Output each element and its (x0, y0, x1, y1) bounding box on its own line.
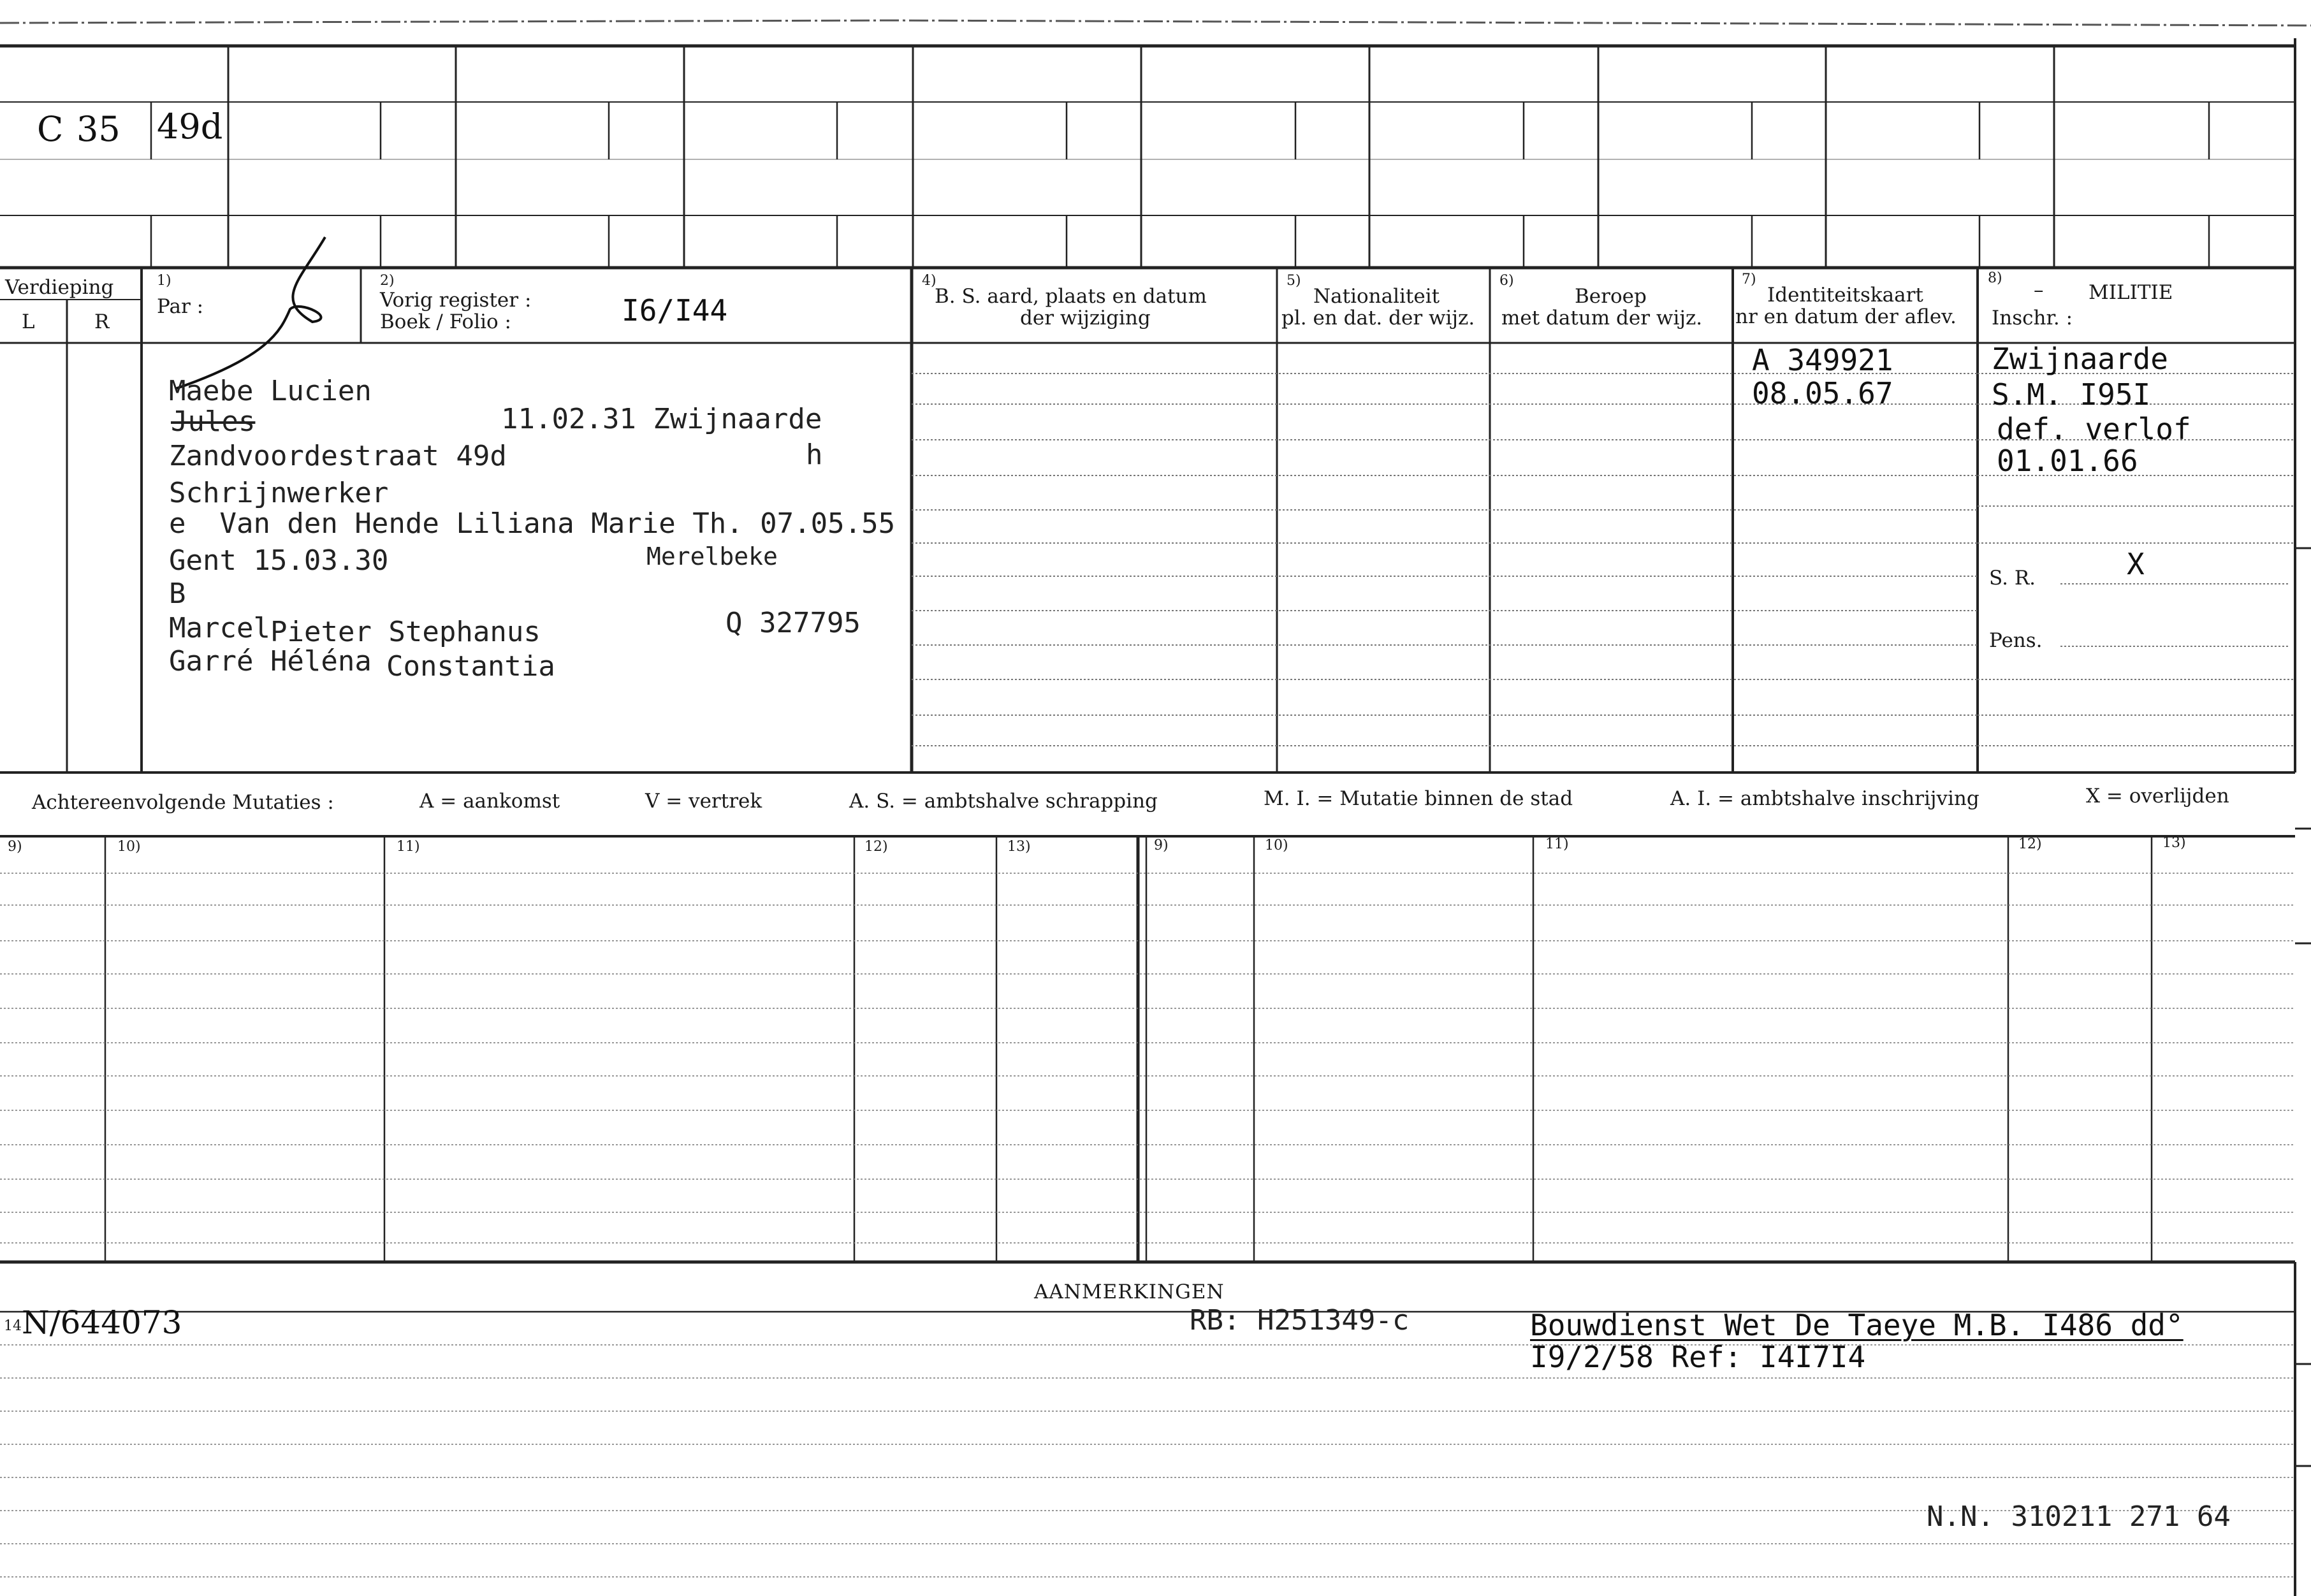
mutation-col-12: 12) (864, 839, 888, 855)
col-r-label: R (94, 310, 110, 333)
remarks-title: AANMERKINGEN (1034, 1280, 1225, 1303)
col-7-number: 7) (1742, 272, 1756, 287)
beroep-header-line2: met datum der wijz. (1501, 307, 1703, 330)
nat-header-line1: Nationaliteit (1313, 285, 1440, 308)
cell-49d: 49d (157, 106, 223, 147)
person-surname: Maebe Lucien (169, 375, 372, 407)
par-label: Par : (157, 295, 204, 318)
legend-ai: A. I. = ambtshalve inschrijving (1670, 787, 1979, 810)
bs-header-line2: der wijziging (1020, 307, 1151, 330)
mutation-col-10b: 10) (1265, 838, 1288, 853)
folio-value: I6/I44 (622, 293, 728, 328)
bs-header-line1: B. S. aard, plaats en datum (935, 285, 1207, 308)
sr-label: S. R. (1989, 567, 2036, 590)
id-card-number: A 349921 (1752, 343, 1893, 377)
spouse-place: Merelbeke (646, 542, 778, 570)
legend-x: X = overlijden (2086, 785, 2229, 808)
legend-v: V = vertrek (645, 790, 762, 813)
col-6-number: 6) (1499, 273, 1514, 289)
struck-first-name: Jules (171, 405, 256, 438)
remarks-nr: N/644073 (22, 1304, 182, 1341)
col-1-number: 1) (157, 273, 171, 289)
mutation-col-13b: 13) (2162, 835, 2186, 851)
militie-sm: S.M. I95I (1992, 377, 2151, 412)
legend-a: A = aankomst (419, 790, 560, 813)
col-8-number: 8) (1988, 270, 2002, 286)
inschr-label: Inschr. : (1992, 307, 2073, 330)
remarks-bouwdienst-line2: I9/2/58 Ref: I4I7I4 (1530, 1340, 1866, 1374)
mutation-col-11b: 11) (1545, 836, 1569, 852)
id-header-line2: nr en datum der aflev. (1735, 305, 1957, 328)
boek-folio-label: Boek / Folio : (380, 310, 511, 333)
cell-35: 35 (77, 109, 120, 149)
mutation-col-13: 13) (1007, 839, 1031, 855)
father-first-name: Marcel (169, 612, 270, 644)
mutation-col-9: 9) (8, 839, 22, 855)
legend-title: Achtereenvolgende Mutaties : (32, 791, 334, 814)
spouse: e Van den Hende Liliana Marie Th. 07.05.55 (169, 507, 896, 540)
militie-dash: – (2034, 279, 2044, 301)
birth-date-place: 11.02.31 Zwijnaarde (501, 403, 822, 435)
gender: h (806, 439, 823, 471)
pens-label: Pens. (1989, 629, 2043, 652)
col-5-number: 5) (1287, 273, 1301, 289)
spouse-birth: Gent 15.03.30 (169, 544, 389, 577)
address: Zandvoordestraat 49d (169, 440, 507, 472)
militie-place: Zwijnaarde (1992, 342, 2168, 376)
remarks-number: 14 (4, 1318, 22, 1334)
legend-as: A. S. = ambtshalve schrapping (849, 790, 1158, 813)
id-header-line1: Identiteitskaart (1767, 284, 1923, 307)
remarks-rb: RB: H251349-c (1190, 1304, 1410, 1337)
cell-c: C (37, 109, 64, 149)
col-4-number: 4) (922, 273, 937, 289)
profession: Schrijnwerker (169, 477, 389, 509)
nat-header-line2: pl. en dat. der wijz. (1281, 307, 1475, 330)
id-card-date: 08.05.67 (1752, 376, 1893, 410)
remarks-bouwdienst-line1: Bouwdienst Wet De Taeye M.B. I486 dd° (1530, 1308, 2183, 1342)
mutation-col-11: 11) (397, 839, 420, 855)
militie-def-date: 01.01.66 (1997, 444, 2138, 478)
militie-header: MILITIE (2089, 281, 2173, 304)
sr-value: X (2127, 547, 2145, 581)
beroep-header-line1: Beroep (1575, 285, 1647, 308)
col-l-label: L (22, 310, 35, 333)
code-b: B (169, 577, 186, 610)
father-number: Q 327795 (725, 607, 861, 639)
mutation-col-12b: 12) (2018, 836, 2042, 852)
remarks-nn: N.N. 310211 271 64 (1927, 1500, 2231, 1533)
verdieping-label: Verdieping (5, 276, 114, 299)
mother-first-name: Garré Héléna (169, 645, 372, 678)
col-2-number: 2) (380, 273, 395, 289)
mutation-col-9b: 9) (1154, 838, 1169, 853)
militie-def: def. verlof (1997, 412, 2191, 446)
father-names: Pieter Stephanus (270, 616, 541, 648)
mutation-col-10: 10) (117, 839, 141, 855)
vorig-register-label: Vorig register : (380, 289, 532, 312)
legend-mi: M. I. = Mutatie binnen de stad (1264, 787, 1573, 810)
mother-names: Constantia (386, 650, 555, 683)
